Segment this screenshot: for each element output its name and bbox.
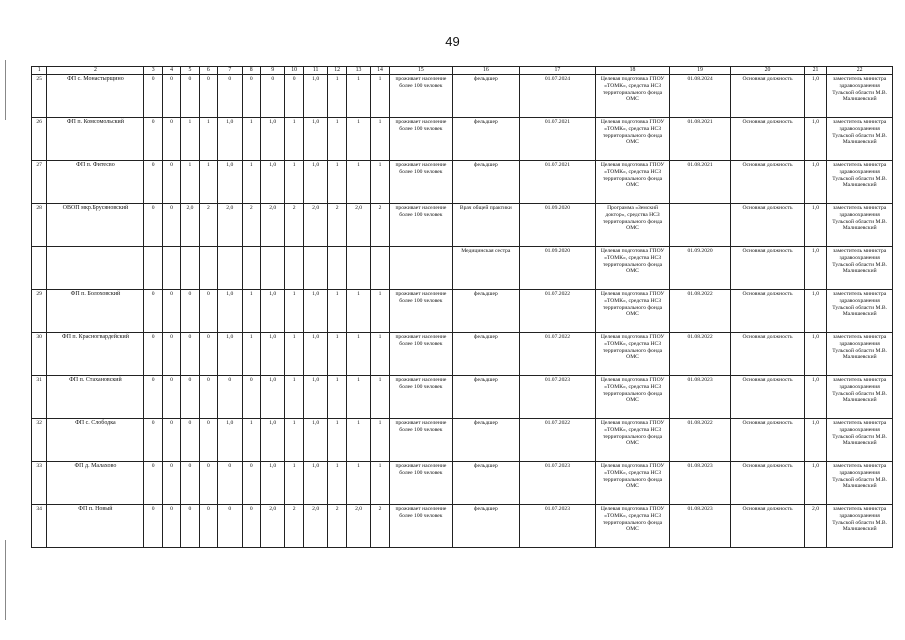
table-cell: 1 xyxy=(181,161,199,204)
table-cell: 2 xyxy=(285,505,303,548)
table-cell xyxy=(47,247,144,290)
table-cell: заместитель министра здравоохранения Тульской области М.В. Малишевский xyxy=(827,290,893,333)
table-cell: 1 xyxy=(328,376,346,419)
table-cell xyxy=(303,247,328,290)
table-cell: Целевая подготовка ГПОУ «ТОМК», средства НСЗ территориального фонда ОМС xyxy=(596,376,670,419)
table-cell xyxy=(260,247,285,290)
table-cell: 0 xyxy=(162,161,180,204)
table-cell: заместитель министра здравоохранения Тульской области М.В. Малишевский xyxy=(827,419,893,462)
table-cell: 2,0 xyxy=(303,204,328,247)
table-cell: 1 xyxy=(242,333,260,376)
table-cell: проживает население более 100 человек xyxy=(389,505,452,548)
table-cell: 0 xyxy=(162,333,180,376)
table-row xyxy=(32,333,893,376)
table-cell: 1 xyxy=(371,419,389,462)
table-cell: 1,0 xyxy=(303,376,328,419)
table-cell: 1,0 xyxy=(218,333,243,376)
table-cell: 1,0 xyxy=(218,419,243,462)
table-cell: 1,0 xyxy=(218,161,243,204)
table-cell: 1 xyxy=(328,462,346,505)
table-cell: ФП с. Монастырщино xyxy=(47,75,144,118)
table-cell: 1,0 xyxy=(804,376,826,419)
table-cell: 1,0 xyxy=(260,161,285,204)
table-cell: 1 xyxy=(346,161,371,204)
table-cell xyxy=(181,247,199,290)
table-cell: 2,0 xyxy=(181,204,199,247)
header-row xyxy=(32,67,893,75)
table-cell: 01.09.2020 xyxy=(519,247,596,290)
column-header: 9 xyxy=(260,67,285,75)
table-row xyxy=(32,505,893,548)
table-cell: Целевая подготовка ГПОУ «ТОМК», средства НСЗ территориального фонда ОМС xyxy=(596,118,670,161)
table-row xyxy=(32,376,893,419)
table-cell: Основная должность xyxy=(731,247,805,290)
table-cell: 1 xyxy=(328,419,346,462)
table-cell: Основная должность xyxy=(731,290,805,333)
table-cell: 1 xyxy=(371,75,389,118)
table-cell: 1 xyxy=(371,290,389,333)
column-header: 1 xyxy=(32,67,47,75)
table-cell: 0 xyxy=(144,376,162,419)
table-cell: 01.08.2023 xyxy=(669,505,730,548)
table-cell: 2 xyxy=(328,204,346,247)
table-cell: 0 xyxy=(181,333,199,376)
table-cell: Медицинская сестра xyxy=(453,247,519,290)
table-cell: 01.08.2022 xyxy=(669,419,730,462)
table-cell: 1 xyxy=(328,75,346,118)
table-cell: 2 xyxy=(285,204,303,247)
table-cell: 0 xyxy=(144,75,162,118)
table-cell: проживает население более 100 человек xyxy=(389,419,452,462)
margin-mark xyxy=(5,540,6,620)
table-cell: ФП п. Комсомольский xyxy=(47,118,144,161)
table-cell: Основная должность xyxy=(731,462,805,505)
table-cell: 0 xyxy=(162,290,180,333)
table-cell: 1 xyxy=(328,333,346,376)
column-header: 5 xyxy=(181,67,199,75)
table-row xyxy=(32,462,893,505)
table-cell: 1,0 xyxy=(303,333,328,376)
table-cell: 33 xyxy=(32,462,47,505)
table-cell: 1,0 xyxy=(804,75,826,118)
column-header: 2 xyxy=(47,67,144,75)
table-cell xyxy=(346,247,371,290)
table-cell: 1 xyxy=(199,161,217,204)
column-header: 7 xyxy=(218,67,243,75)
table-cell: 2 xyxy=(371,204,389,247)
table-row xyxy=(32,75,893,118)
table-cell: 01.08.2021 xyxy=(669,161,730,204)
table-cell: Основная должность xyxy=(731,75,805,118)
table-cell: 0 xyxy=(181,290,199,333)
table-cell: 1,0 xyxy=(260,118,285,161)
table-cell: 1,0 xyxy=(218,118,243,161)
table-cell: 01.07.2023 xyxy=(519,505,596,548)
table-cell: 1 xyxy=(181,118,199,161)
table-cell: фельдшер xyxy=(453,290,519,333)
table-cell: 0 xyxy=(199,505,217,548)
table-cell: 1,0 xyxy=(260,333,285,376)
table-cell: 1 xyxy=(346,462,371,505)
table-row xyxy=(32,118,893,161)
column-header: 8 xyxy=(242,67,260,75)
table-cell: 1 xyxy=(371,376,389,419)
table-cell: 29 xyxy=(32,290,47,333)
table-cell: 0 xyxy=(285,75,303,118)
table-row xyxy=(32,204,893,247)
table-cell: Целевая подготовка ГПОУ «ТОМК», средства НСЗ территориального фонда ОМС xyxy=(596,75,670,118)
table-cell: 01.09.2020 xyxy=(669,247,730,290)
table-cell: 1,0 xyxy=(260,462,285,505)
table-cell: ОВОП мкр.Брусяновский xyxy=(47,204,144,247)
table-cell: 34 xyxy=(32,505,47,548)
column-header: 14 xyxy=(371,67,389,75)
table-cell: 01.07.2022 xyxy=(519,419,596,462)
table-cell: 0 xyxy=(181,505,199,548)
table-cell: Основная должность xyxy=(731,204,805,247)
column-header: 22 xyxy=(827,67,893,75)
table-cell: Основная должность xyxy=(731,161,805,204)
table-cell: 30 xyxy=(32,333,47,376)
table-cell: 1,0 xyxy=(303,419,328,462)
table-cell: 0 xyxy=(199,462,217,505)
table-cell: 1 xyxy=(285,462,303,505)
table-cell: 0 xyxy=(181,376,199,419)
table-cell: 2,0 xyxy=(260,505,285,548)
table-cell: 1,0 xyxy=(804,462,826,505)
table-cell: 0 xyxy=(144,333,162,376)
table-cell: проживает население более 100 человек xyxy=(389,75,452,118)
table-cell: фельдшер xyxy=(453,118,519,161)
table-cell: 01.07.2021 xyxy=(519,118,596,161)
table-cell: фельдшер xyxy=(453,462,519,505)
table-row xyxy=(32,419,893,462)
table-cell: 1 xyxy=(285,376,303,419)
table-cell: 1,0 xyxy=(303,462,328,505)
table-cell: 1 xyxy=(346,75,371,118)
table-cell: ФП п. Фитесво xyxy=(47,161,144,204)
table-cell: 31 xyxy=(32,376,47,419)
table-cell xyxy=(199,247,217,290)
table-cell: 2,0 xyxy=(346,505,371,548)
table-cell: 01.07.2022 xyxy=(519,333,596,376)
table-cell: заместитель министра здравоохранения Тульской области М.В. Малишевский xyxy=(827,505,893,548)
table-cell: ФП п. Стахановский xyxy=(47,376,144,419)
table-cell: 01.09.2020 xyxy=(519,204,596,247)
column-header: 4 xyxy=(162,67,180,75)
table-cell: 2 xyxy=(328,505,346,548)
table-cell: 0 xyxy=(199,290,217,333)
table-cell: Целевая подготовка ГПОУ «ТОМК», средства НСЗ территориального фонда ОМС xyxy=(596,419,670,462)
table-cell: 0 xyxy=(242,462,260,505)
table-row xyxy=(32,161,893,204)
table-cell xyxy=(144,247,162,290)
table-cell: проживает население более 100 человек xyxy=(389,161,452,204)
table-cell: Программа «Земский доктор», средства НСЗ территориального фонда ОМС xyxy=(596,204,670,247)
table-cell: 1 xyxy=(242,161,260,204)
table-cell: ФП с. Слободка xyxy=(47,419,144,462)
table-cell: 1 xyxy=(242,118,260,161)
table-row xyxy=(32,290,893,333)
table-cell xyxy=(389,247,452,290)
margin-mark xyxy=(5,60,6,120)
table-cell: 1,0 xyxy=(260,290,285,333)
table-cell xyxy=(669,204,730,247)
table-cell: 1 xyxy=(285,419,303,462)
table-cell: 0 xyxy=(162,118,180,161)
table-cell: 0 xyxy=(144,161,162,204)
table-cell: проживает население более 100 человек xyxy=(389,376,452,419)
table-cell: 2,0 xyxy=(804,505,826,548)
table-cell: 01.07.2023 xyxy=(519,376,596,419)
table-cell: 01.07.2021 xyxy=(519,161,596,204)
table-cell: фельдшер xyxy=(453,505,519,548)
table-cell: 0 xyxy=(144,419,162,462)
table-cell: 1 xyxy=(285,290,303,333)
table-cell: 0 xyxy=(144,462,162,505)
table-cell: 0 xyxy=(199,333,217,376)
table-cell: Целевая подготовка ГПОУ «ТОМК», средства НСЗ территориального фонда ОМС xyxy=(596,290,670,333)
table-cell: 1,0 xyxy=(260,419,285,462)
table-cell: заместитель министра здравоохранения Тульской области М.В. Малишевский xyxy=(827,161,893,204)
table-cell: 0 xyxy=(144,290,162,333)
page-number: 49 xyxy=(445,34,460,49)
table-cell: 0 xyxy=(162,75,180,118)
table-cell: 32 xyxy=(32,419,47,462)
table-cell: 1 xyxy=(328,118,346,161)
table-cell: 1,0 xyxy=(804,118,826,161)
table-cell: 0 xyxy=(218,75,243,118)
column-header: 16 xyxy=(453,67,519,75)
table-cell: заместитель министра здравоохранения Тульской области М.В. Малишевский xyxy=(827,376,893,419)
table-cell: 0 xyxy=(162,462,180,505)
table-cell: 01.08.2024 xyxy=(669,75,730,118)
table-cell: Основная должность xyxy=(731,333,805,376)
table-cell: 1 xyxy=(346,118,371,161)
column-header: 3 xyxy=(144,67,162,75)
column-header: 10 xyxy=(285,67,303,75)
table-cell: Целевая подготовка ГПОУ «ТОМК», средства НСЗ территориального фонда ОМС xyxy=(596,462,670,505)
table-cell xyxy=(162,247,180,290)
table-cell: заместитель министра здравоохранения Тульской области М.В. Малишевский xyxy=(827,204,893,247)
table-cell: фельдшер xyxy=(453,376,519,419)
table-cell: 01.07.2024 xyxy=(519,75,596,118)
table-cell: 0 xyxy=(242,376,260,419)
table-cell: 1 xyxy=(328,161,346,204)
table-cell: 27 xyxy=(32,161,47,204)
table-cell: 0 xyxy=(218,505,243,548)
table-cell: 1 xyxy=(371,462,389,505)
table-cell xyxy=(328,247,346,290)
table-cell: 01.07.2023 xyxy=(519,462,596,505)
table-cell: 01.07.2022 xyxy=(519,290,596,333)
table-cell: 0 xyxy=(162,419,180,462)
table-cell: 0 xyxy=(144,505,162,548)
table-cell: 1 xyxy=(242,290,260,333)
table-cell: 1 xyxy=(285,333,303,376)
table-cell: проживает население более 100 человек xyxy=(389,204,452,247)
table-cell: Основная должность xyxy=(731,505,805,548)
table-cell: Основная должность xyxy=(731,419,805,462)
table-cell: проживает население более 100 человек xyxy=(389,290,452,333)
table-cell: 1 xyxy=(328,290,346,333)
table-cell: 25 xyxy=(32,75,47,118)
table-cell: 0 xyxy=(162,505,180,548)
table-cell: 0 xyxy=(199,419,217,462)
table-cell: проживает население более 100 человек xyxy=(389,462,452,505)
table-row xyxy=(32,247,893,290)
table-cell: 1 xyxy=(371,333,389,376)
table-cell: заместитель министра здравоохранения Тульской области М.В. Малишевский xyxy=(827,462,893,505)
table-cell: Целевая подготовка ГПОУ «ТОМК», средства НСЗ территориального фонда ОМС xyxy=(596,333,670,376)
table-cell: 2 xyxy=(199,204,217,247)
table-cell: 2 xyxy=(242,204,260,247)
table-cell: 0 xyxy=(181,75,199,118)
table-cell: Основная должность xyxy=(731,118,805,161)
table-cell: 01.08.2022 xyxy=(669,290,730,333)
table-cell: ФП п. Новый xyxy=(47,505,144,548)
table-cell: 1 xyxy=(371,118,389,161)
table-cell: 2,0 xyxy=(218,204,243,247)
staffing-table xyxy=(31,66,893,548)
table-cell: Основная должность xyxy=(731,376,805,419)
table-cell xyxy=(242,247,260,290)
table-cell: 01.08.2021 xyxy=(669,118,730,161)
table-cell: 1,0 xyxy=(804,419,826,462)
table-cell xyxy=(285,247,303,290)
table-cell: 0 xyxy=(260,75,285,118)
table-cell: 0 xyxy=(242,75,260,118)
table-cell: 1 xyxy=(346,376,371,419)
table-cell: фельдшер xyxy=(453,419,519,462)
table-cell: 1 xyxy=(346,419,371,462)
table-cell: 0 xyxy=(242,505,260,548)
table-cell: 01.08.2023 xyxy=(669,462,730,505)
table-cell: 1,0 xyxy=(303,75,328,118)
table-cell: 0 xyxy=(162,376,180,419)
table-cell: 1,0 xyxy=(260,376,285,419)
table-cell: 26 xyxy=(32,118,47,161)
table-cell: фельдшер xyxy=(453,333,519,376)
table-cell: 01.08.2023 xyxy=(669,376,730,419)
table-cell: 2,0 xyxy=(346,204,371,247)
column-header: 15 xyxy=(389,67,452,75)
table-cell: 0 xyxy=(144,204,162,247)
table-cell: 1 xyxy=(346,290,371,333)
table-cell: проживает население более 100 человек xyxy=(389,333,452,376)
table-cell xyxy=(371,247,389,290)
column-header: 6 xyxy=(199,67,217,75)
table-cell: 1,0 xyxy=(804,204,826,247)
table-cell: 0 xyxy=(181,419,199,462)
table-cell: 1 xyxy=(242,419,260,462)
column-header: 13 xyxy=(346,67,371,75)
table-cell: фельдшер xyxy=(453,161,519,204)
table-cell: 1,0 xyxy=(303,118,328,161)
table-cell: 1 xyxy=(285,118,303,161)
table-cell: проживает население более 100 человек xyxy=(389,118,452,161)
table-cell: 28 xyxy=(32,204,47,247)
table-cell: 1,0 xyxy=(804,247,826,290)
table-cell: 2,0 xyxy=(260,204,285,247)
table-cell: 1,0 xyxy=(804,161,826,204)
table-cell: 0 xyxy=(199,75,217,118)
table-cell: ФП п. Красногвардейский xyxy=(47,333,144,376)
table-cell: 0 xyxy=(218,376,243,419)
column-header: 20 xyxy=(731,67,805,75)
table-cell xyxy=(218,247,243,290)
table-cell: 0 xyxy=(144,118,162,161)
table-cell: Целевая подготовка ГПОУ «ТОМК», средства НСЗ территориального фонда ОМС xyxy=(596,161,670,204)
table-cell: ФП д. Малахово xyxy=(47,462,144,505)
column-header: 12 xyxy=(328,67,346,75)
table-cell: 1 xyxy=(371,161,389,204)
table-cell: 0 xyxy=(162,204,180,247)
column-header: 18 xyxy=(596,67,670,75)
table-cell: 1 xyxy=(346,333,371,376)
table-cell: Целевая подготовка ГПОУ «ТОМК», средства НСЗ территориального фонда ОМС xyxy=(596,505,670,548)
column-header: 21 xyxy=(804,67,826,75)
column-header: 19 xyxy=(669,67,730,75)
table-cell: 1,0 xyxy=(804,333,826,376)
table-cell: 2 xyxy=(371,505,389,548)
table-cell xyxy=(32,247,47,290)
table-cell: 01.08.2022 xyxy=(669,333,730,376)
table-cell: 2,0 xyxy=(303,505,328,548)
table-cell: Целевая подготовка ГПОУ «ТОМК», средства НСЗ территориального фонда ОМС xyxy=(596,247,670,290)
table-cell: 1,0 xyxy=(303,161,328,204)
table-cell: 0 xyxy=(199,376,217,419)
table-cell: 0 xyxy=(181,462,199,505)
column-header: 17 xyxy=(519,67,596,75)
table-cell: 1 xyxy=(199,118,217,161)
table-cell: заместитель министра здравоохранения Тульской области М.В. Малишевский xyxy=(827,247,893,290)
table-cell: Врач общей практики xyxy=(453,204,519,247)
table-cell: фельдшер xyxy=(453,75,519,118)
table-cell: заместитель министра здравоохранения Тульской области М.В. Малишевский xyxy=(827,118,893,161)
table-cell: 0 xyxy=(218,462,243,505)
table-cell: заместитель министра здравоохранения Тульской области М.В. Малишевский xyxy=(827,75,893,118)
table-cell: 1,0 xyxy=(804,290,826,333)
table-cell: заместитель министра здравоохранения Тульской области М.В. Малишевский xyxy=(827,333,893,376)
table-cell: 1,0 xyxy=(303,290,328,333)
table-cell: ФП п. Болоховский xyxy=(47,290,144,333)
table-cell: 1 xyxy=(285,161,303,204)
column-header: 11 xyxy=(303,67,328,75)
table-cell: 1,0 xyxy=(218,290,243,333)
